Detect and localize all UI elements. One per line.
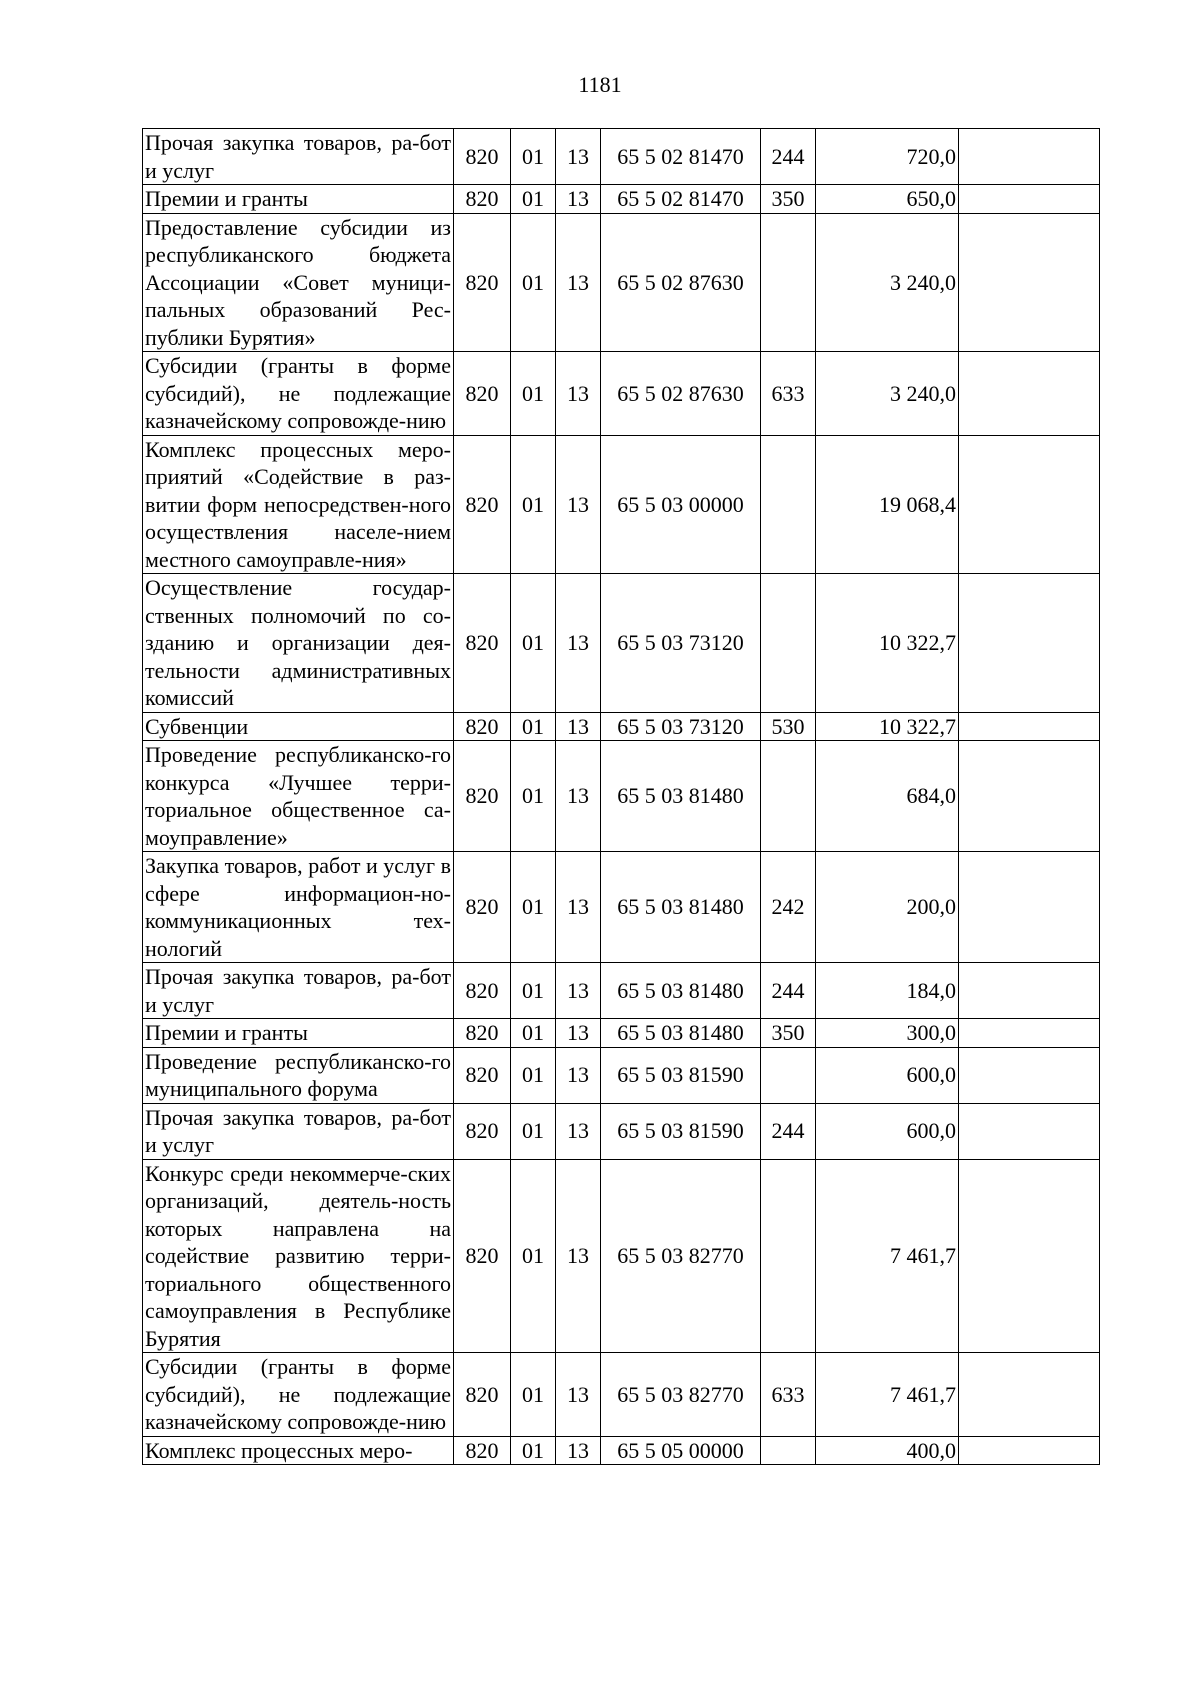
table-row xyxy=(143,185,1100,214)
ministry-code: 820 xyxy=(454,963,511,1019)
amount-value: 684,0 xyxy=(816,741,959,852)
empty-cell xyxy=(959,1019,1100,1048)
empty-cell xyxy=(959,352,1100,436)
ministry-code: 820 xyxy=(454,1159,511,1353)
table-row xyxy=(143,712,1100,741)
table-row xyxy=(143,1436,1100,1465)
row-name: Премии и гранты xyxy=(143,1019,454,1048)
subsection-code: 13 xyxy=(556,574,601,713)
table-row xyxy=(143,1103,1100,1159)
subsection-code: 13 xyxy=(556,741,601,852)
amount-value: 600,0 xyxy=(816,1103,959,1159)
section-code: 01 xyxy=(511,352,556,436)
subsection-code: 13 xyxy=(556,1019,601,1048)
section-code: 01 xyxy=(511,213,556,352)
row-name: Комплекс процессных меро-приятий «Содействие в раз-витии форм непосредствен-ного осуществления населе-нием местного самоуправле-ния» xyxy=(143,435,454,574)
target-article-code: 65 5 03 81480 xyxy=(601,741,761,852)
amount-value: 184,0 xyxy=(816,963,959,1019)
ministry-code: 820 xyxy=(454,129,511,185)
expense-type-code: 244 xyxy=(761,1103,816,1159)
row-name: Проведение республиканско-го конкурса «Лучшее терри-ториальное общественное са-моуправление» xyxy=(143,741,454,852)
expense-type-code: 633 xyxy=(761,1353,816,1437)
table-row xyxy=(143,213,1100,352)
ministry-code: 820 xyxy=(454,1047,511,1103)
expense-type-code xyxy=(761,1159,816,1353)
expense-type-code: 530 xyxy=(761,712,816,741)
target-article-code: 65 5 03 81590 xyxy=(601,1103,761,1159)
section-code: 01 xyxy=(511,1103,556,1159)
row-name: Субсидии (гранты в форме субсидий), не подлежащие казначейскому сопровожде-нию xyxy=(143,352,454,436)
empty-cell xyxy=(959,741,1100,852)
target-article-code: 65 5 02 81470 xyxy=(601,129,761,185)
target-article-code: 65 5 03 73120 xyxy=(601,574,761,713)
section-code: 01 xyxy=(511,185,556,214)
amount-value: 7 461,7 xyxy=(816,1159,959,1353)
subsection-code: 13 xyxy=(556,185,601,214)
ministry-code: 820 xyxy=(454,712,511,741)
expense-type-code: 244 xyxy=(761,129,816,185)
section-code: 01 xyxy=(511,574,556,713)
budget-table xyxy=(142,128,1100,1465)
table-row xyxy=(143,1353,1100,1437)
row-name: Конкурс среди некоммерче-ских организаций, деятель-ность которых направлена на содействие развитию терри-ториального общественного самоуправления в Республике Бурятия xyxy=(143,1159,454,1353)
table-row xyxy=(143,741,1100,852)
target-article-code: 65 5 02 87630 xyxy=(601,352,761,436)
empty-cell xyxy=(959,574,1100,713)
empty-cell xyxy=(959,712,1100,741)
ministry-code: 820 xyxy=(454,352,511,436)
target-article-code: 65 5 03 81590 xyxy=(601,1047,761,1103)
row-name: Субвенции xyxy=(143,712,454,741)
subsection-code: 13 xyxy=(556,435,601,574)
section-code: 01 xyxy=(511,741,556,852)
amount-value: 3 240,0 xyxy=(816,352,959,436)
table-row xyxy=(143,1159,1100,1353)
expense-type-code: 242 xyxy=(761,852,816,963)
target-article-code: 65 5 02 81470 xyxy=(601,185,761,214)
empty-cell xyxy=(959,129,1100,185)
table-row xyxy=(143,435,1100,574)
amount-value: 600,0 xyxy=(816,1047,959,1103)
table-row xyxy=(143,129,1100,185)
expense-type-code xyxy=(761,741,816,852)
table-row xyxy=(143,352,1100,436)
empty-cell xyxy=(959,963,1100,1019)
empty-cell xyxy=(959,185,1100,214)
table-row xyxy=(143,574,1100,713)
section-code: 01 xyxy=(511,1047,556,1103)
target-article-code: 65 5 03 81480 xyxy=(601,963,761,1019)
expense-type-code: 350 xyxy=(761,185,816,214)
amount-value: 650,0 xyxy=(816,185,959,214)
row-name: Предоставление субсидии из республиканского бюджета Ассоциации «Совет муници-пальных образований Рес-публики Бурятия» xyxy=(143,213,454,352)
row-name: Премии и гранты xyxy=(143,185,454,214)
table-row xyxy=(143,1047,1100,1103)
subsection-code: 13 xyxy=(556,712,601,741)
ministry-code: 820 xyxy=(454,852,511,963)
target-article-code: 65 5 03 73120 xyxy=(601,712,761,741)
subsection-code: 13 xyxy=(556,352,601,436)
empty-cell xyxy=(959,435,1100,574)
target-article-code: 65 5 05 00000 xyxy=(601,1436,761,1465)
subsection-code: 13 xyxy=(556,1436,601,1465)
amount-value: 3 240,0 xyxy=(816,213,959,352)
empty-cell xyxy=(959,213,1100,352)
page-number: 1181 xyxy=(578,72,622,97)
target-article-code: 65 5 03 00000 xyxy=(601,435,761,574)
expense-type-code xyxy=(761,1047,816,1103)
section-code: 01 xyxy=(511,129,556,185)
amount-value: 200,0 xyxy=(816,852,959,963)
ministry-code: 820 xyxy=(454,435,511,574)
empty-cell xyxy=(959,1159,1100,1353)
subsection-code: 13 xyxy=(556,852,601,963)
section-code: 01 xyxy=(511,852,556,963)
section-code: 01 xyxy=(511,435,556,574)
section-code: 01 xyxy=(511,963,556,1019)
subsection-code: 13 xyxy=(556,1159,601,1353)
amount-value: 7 461,7 xyxy=(816,1353,959,1437)
amount-value: 10 322,7 xyxy=(816,712,959,741)
subsection-code: 13 xyxy=(556,1047,601,1103)
row-name: Комплекс процессных меро- xyxy=(143,1436,454,1465)
ministry-code: 820 xyxy=(454,574,511,713)
empty-cell xyxy=(959,1353,1100,1437)
empty-cell xyxy=(959,1436,1100,1465)
expense-type-code xyxy=(761,435,816,574)
subsection-code: 13 xyxy=(556,129,601,185)
section-code: 01 xyxy=(511,1436,556,1465)
ministry-code: 820 xyxy=(454,1436,511,1465)
ministry-code: 820 xyxy=(454,1103,511,1159)
empty-cell xyxy=(959,1103,1100,1159)
expense-type-code xyxy=(761,574,816,713)
ministry-code: 820 xyxy=(454,1353,511,1437)
subsection-code: 13 xyxy=(556,213,601,352)
subsection-code: 13 xyxy=(556,1103,601,1159)
row-name: Осуществление государ-ственных полномочий по со-зданию и организации дея-тельности административных комиссий xyxy=(143,574,454,713)
row-name: Прочая закупка товаров, ра-бот и услуг xyxy=(143,1103,454,1159)
target-article-code: 65 5 03 82770 xyxy=(601,1353,761,1437)
expense-type-code: 633 xyxy=(761,352,816,436)
amount-value: 400,0 xyxy=(816,1436,959,1465)
expense-type-code xyxy=(761,1436,816,1465)
target-article-code: 65 5 03 81480 xyxy=(601,1019,761,1048)
section-code: 01 xyxy=(511,712,556,741)
amount-value: 300,0 xyxy=(816,1019,959,1048)
target-article-code: 65 5 03 82770 xyxy=(601,1159,761,1353)
target-article-code: 65 5 02 87630 xyxy=(601,213,761,352)
subsection-code: 13 xyxy=(556,963,601,1019)
empty-cell xyxy=(959,852,1100,963)
section-code: 01 xyxy=(511,1159,556,1353)
section-code: 01 xyxy=(511,1353,556,1437)
empty-cell xyxy=(959,1047,1100,1103)
table-body xyxy=(143,129,1100,1465)
table-row xyxy=(143,852,1100,963)
row-name: Субсидии (гранты в форме субсидий), не подлежащие казначейскому сопровожде-нию xyxy=(143,1353,454,1437)
ministry-code: 820 xyxy=(454,185,511,214)
row-name: Прочая закупка товаров, ра-бот и услуг xyxy=(143,963,454,1019)
amount-value: 19 068,4 xyxy=(816,435,959,574)
expense-type-code: 244 xyxy=(761,963,816,1019)
ministry-code: 820 xyxy=(454,213,511,352)
subsection-code: 13 xyxy=(556,1353,601,1437)
row-name: Проведение республиканско-го муниципального форума xyxy=(143,1047,454,1103)
ministry-code: 820 xyxy=(454,1019,511,1048)
row-name: Закупка товаров, работ и услуг в сфере информацион-но-коммуникационных тех-нологий xyxy=(143,852,454,963)
table-row xyxy=(143,1019,1100,1048)
expense-type-code: 350 xyxy=(761,1019,816,1048)
target-article-code: 65 5 03 81480 xyxy=(601,852,761,963)
table-row xyxy=(143,963,1100,1019)
amount-value: 10 322,7 xyxy=(816,574,959,713)
amount-value: 720,0 xyxy=(816,129,959,185)
row-name: Прочая закупка товаров, ра-бот и услуг xyxy=(143,129,454,185)
expense-type-code xyxy=(761,213,816,352)
ministry-code: 820 xyxy=(454,741,511,852)
section-code: 01 xyxy=(511,1019,556,1048)
